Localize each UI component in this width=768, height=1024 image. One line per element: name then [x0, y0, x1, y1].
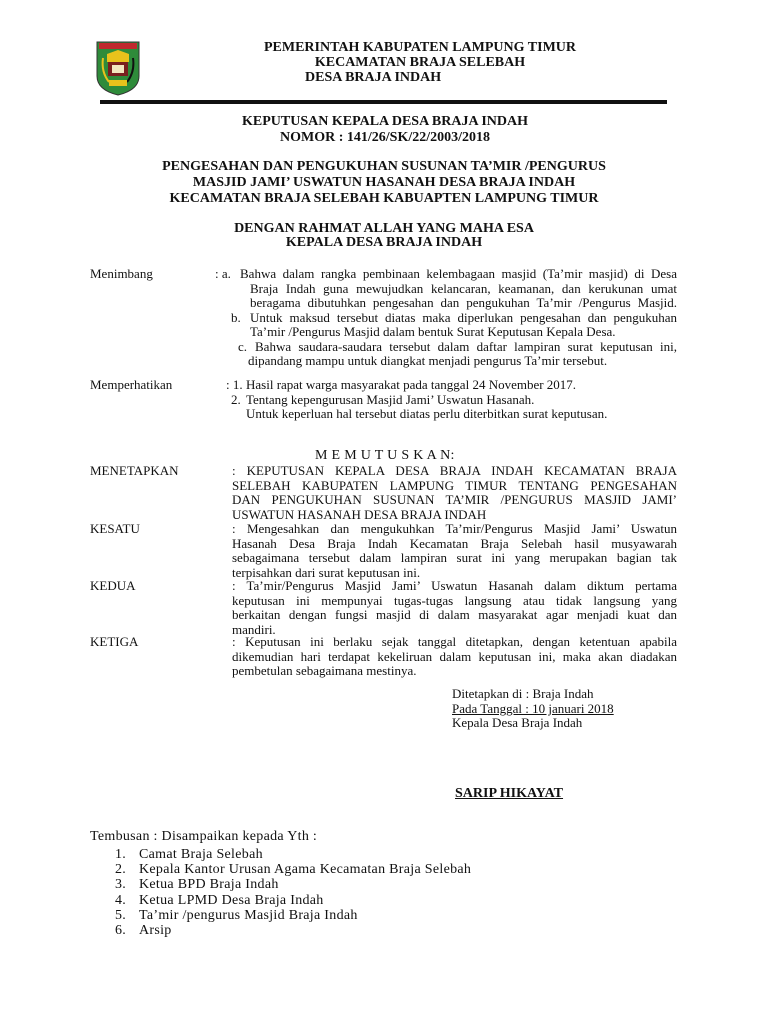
decision-label: KESATU [90, 521, 140, 536]
tembusan-number: 4. [115, 892, 127, 908]
decree-subject-line: MASJID JAMI’ USWATUN HASANAH DESA BRAJA INDAH [192, 175, 576, 190]
decision-text: keputusan ini mempunyai tugas-tugas langsung atau tidak langsung yang [232, 592, 677, 608]
signature-date: Pada Tanggal : 10 januari 2018 [452, 701, 614, 716]
decision-label: MENETAPKAN [90, 463, 179, 478]
memperhatikan-text: Tentang kepengurusan Masjid Jami’ Uswatun Hasanah. [246, 392, 535, 407]
tembusan-number: 5. [115, 907, 127, 923]
lampung-timur-emblem-logo [95, 40, 141, 96]
decision-text: Hasanah Desa Braja Indah Kecamatan Braja Selebah hasil musyawarah [232, 535, 677, 551]
preamble-line: KEPALA DESA BRAJA INDAH [285, 235, 483, 250]
decision-text: SELEBAH KABUPATEN LAMPUNG TIMUR TENTANG PENGESAHAN [232, 477, 677, 493]
decree-subject-line: KECAMATAN BRAJA SELEBAH KABUAPTEN LAMPUNG TIMUR [169, 191, 599, 206]
decree-subject-line: PENGESAHAN DAN PENGUKUHAN SUSUNAN TA’MIR /PENGURUS [162, 159, 606, 174]
item-marker: 2. [231, 392, 241, 407]
decision-text: DAN PENGUKUHAN SUSUNAN TA’MIR /PENGURUS MASJID JAMI’ [232, 492, 677, 507]
menimbang-text: Bahwa saudara-saudara tersebut dalam daftar lampiran surat keputusan ini, [255, 339, 677, 354]
tembusan-number: 3. [115, 877, 127, 893]
tembusan-recipient: Ketua LPMD Desa Braja Indah [139, 892, 324, 908]
item-marker: c. [238, 339, 248, 354]
decision-text: dikemudian hari terdapat kekeliruan dalam keputusan ini, maka akan diadakan [232, 648, 677, 664]
decision-text: USWATUN HASANAH DESA BRAJA INDAH [232, 506, 487, 522]
tembusan-heading: Tembusan : Disampaikan kepada Yth : [90, 829, 318, 844]
decision-text: : Ta’mir/Pengurus Masjid Jami’ Uswatun Hasanah dalam diktum pertama [232, 578, 677, 593]
tembusan-recipient: Kepala Kantor Urusan Agama Kecamatan Braja Selebah [139, 862, 472, 878]
decision-text: sebagaimana tersebut dalam lampiran surat ini yang merupakan bagian tak [232, 550, 677, 565]
decree-number: NOMOR : 141/26/SK/22/2003/2018 [280, 130, 490, 145]
item-marker: b. [231, 310, 241, 325]
signature-position: Kepala Desa Braja Indah [452, 715, 583, 730]
letterhead-divider-rule [100, 100, 667, 104]
memutuskan-heading: M E M U T U S K A N: [315, 448, 455, 463]
tembusan-number: 6. [115, 923, 127, 938]
signature-place: Ditetapkan di : Braja Indah [452, 686, 594, 701]
decision-text: : Keputusan ini berlaku sejak tanggal ditetapkan, dengan ketentuan apabila [232, 634, 677, 649]
letterhead-line: DESA BRAJA INDAH [305, 70, 442, 85]
decision-text: : Mengesahkan dan mengukuhkan Ta’mir/Pengurus Masjid Jami’ Uswatun [232, 521, 677, 536]
decree-title: KEPUTUSAN KEPALA DESA BRAJA INDAH [241, 114, 529, 129]
tembusan-recipient: Camat Braja Selebah [139, 847, 263, 862]
menimbang-text: beragama dibutuhkan pengesahan dan pengukuhan Ta’mir /Pengurus Masjid. [250, 295, 677, 310]
tembusan-number: 2. [115, 862, 127, 878]
decision-text: : KEPUTUSAN KEPALA DESA BRAJA INDAH KECAMATAN BRAJA [232, 463, 677, 478]
menimbang-text: Ta’mir /Pengurus Masjid dalam bentuk Surat Keputusan Kepala Desa. [250, 324, 616, 339]
menimbang-text: dipandang mampu untuk diangkat menjadi pengurus Ta’mir tersebut. [248, 353, 608, 368]
item-marker: : a. [215, 266, 231, 281]
tembusan-recipient: Ta’mir /pengurus Masjid Braja Indah [139, 907, 358, 923]
letterhead-line: KECAMATAN BRAJA SELEBAH [314, 55, 526, 70]
decision-label: KEDUA [90, 578, 136, 593]
preamble-line: DENGAN RAHMAT ALLAH YANG MAHA ESA [234, 221, 534, 236]
tembusan-recipient: Ketua BPD Braja Indah [139, 877, 279, 893]
menimbang-text: Untuk maksud tersebut diatas maka diperlukan pengesahan dan pengukuhan [250, 310, 677, 325]
decision-text: terpisahkan dari surat keputusan ini. [232, 564, 421, 580]
signature-name: SARIP HIKAYAT [455, 786, 564, 801]
decision-label: KETIGA [90, 634, 139, 649]
menimbang-label: Menimbang [90, 266, 153, 281]
memperhatikan-closing: Untuk keperluan hal tersebut diatas perlu diterbitkan surat keputusan. [246, 406, 608, 421]
menimbang-text: Bahwa dalam rangka pembinaan kelembagaan masjid (Ta’mir masjid) di Desa [240, 266, 677, 281]
item-marker: : 1. [226, 377, 243, 392]
tembusan-number: 1. [115, 847, 127, 862]
tembusan-recipient: Arsip [139, 923, 172, 938]
decision-text: berkaitan dengan fungsi masjid di dalam masyarakat agar menjadi kuat dan [232, 607, 677, 622]
memperhatikan-text: Hasil rapat warga masyarakat pada tanggal 24 November 2017. [246, 377, 577, 392]
menimbang-text: Braja Indah guna mewujudkan kelancaran, keamanan, dan kerukunan umat [250, 281, 677, 296]
decision-text: pembetulan sebagaimana mestinya. [232, 663, 417, 678]
decision-text: mandiri. [232, 621, 276, 637]
letterhead-line: PEMERINTAH KABUPATEN LAMPUNG TIMUR [263, 40, 577, 55]
memperhatikan-label: Memperhatikan [90, 377, 173, 392]
